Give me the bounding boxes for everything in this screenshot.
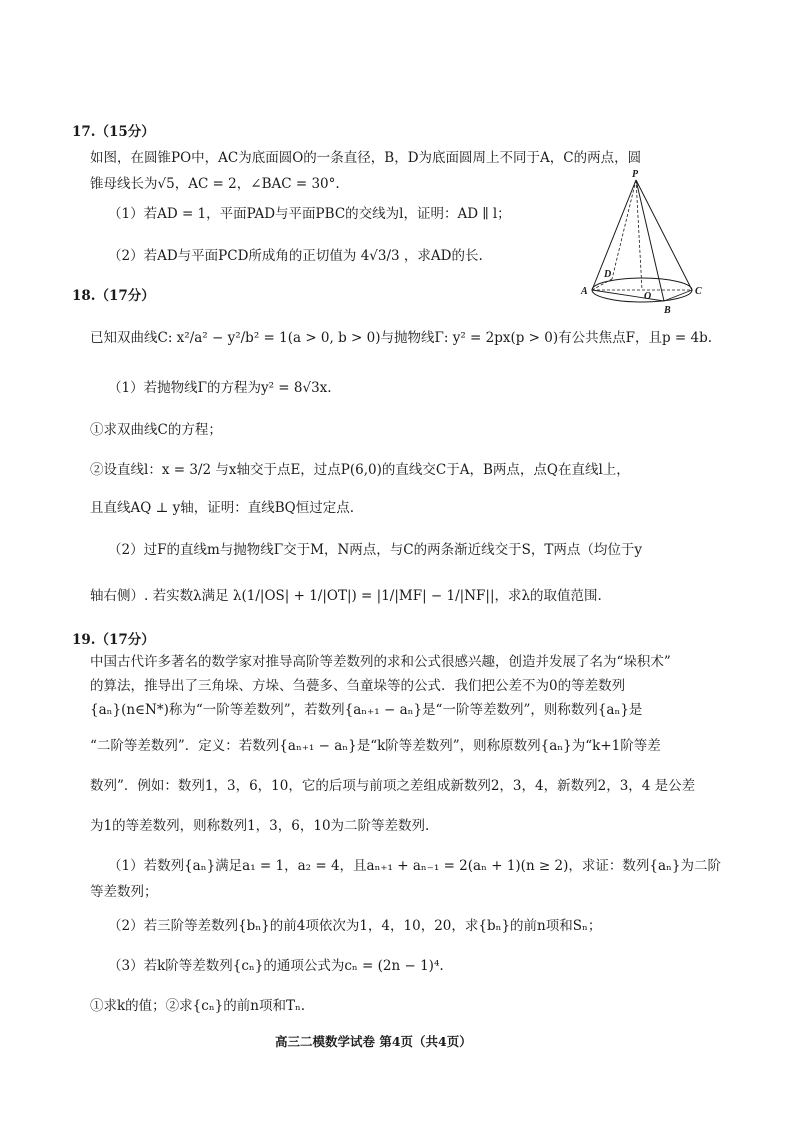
q19-intro-4: “二阶等差数列”．定义：若数列{aₙ₊₁ − aₙ}是“k阶等差数列”，则称原数列{aₙ}为“k+1阶等差 — [90, 738, 661, 754]
cone-edge-pc — [636, 180, 692, 290]
label-p: P — [632, 169, 639, 180]
q18-sub1: ①求双曲线C的方程； — [90, 422, 222, 438]
cone-edge-pb — [636, 180, 664, 301]
cone-edge-pd — [612, 180, 636, 279]
q19-intro-1: 中国古代许多著名的数学家对推导高阶等差数列的求和公式很感兴趣，创造并发展了名为“垛积术” — [90, 654, 671, 670]
q19-header: 19.（17分） — [72, 632, 155, 648]
q18-sub2-line1: ②设直线l：x = 3/2 与x轴交于点E，过点P(6,0)的直线交C于A，B两点，点Q在直线l上， — [90, 462, 630, 478]
q19-part3-sub: ①求k的值；②求{cₙ}的前n项和Tₙ. — [90, 998, 306, 1014]
q17-part1: （1）若AD = 1，平面PAD与平面PBC的交线为l，证明：AD ∥ l； — [108, 206, 511, 222]
q18-part2-line1: （2）过F的直线m与抛物线Γ交于M，N两点，与C的两条渐近线交于S，T两点（均位于y — [108, 542, 642, 558]
q17-header: 17.（15分） — [72, 124, 155, 140]
q18-header: 18.（17分） — [72, 288, 155, 304]
q19-part1-line2: 等差数列； — [90, 884, 158, 900]
label-a: A — [581, 286, 588, 297]
q19-intro-5: 数列”．例如：数列1，3，6，10，它的后项与前项之差组成新数列2，3，4，新数列2，3，4 是公差 — [90, 778, 696, 794]
label-d: D — [604, 269, 612, 280]
q18-stem: 已知双曲线C: x²/a² − y²/b² = 1(a > 0, b > 0)与抛物线Γ: y² = 2px(p > 0)有公共焦点F，且p = 4b. — [90, 330, 713, 346]
q18-part2-line2: 轴右侧）. 若实数λ满足 λ(1/|OS| + 1/|OT|) = |1/|MF| − 1/|NF||，求λ的取值范围. — [90, 588, 602, 604]
q18-part1: （1）若抛物线Γ的方程为y² = 8√3x. — [108, 380, 332, 396]
label-o: O — [644, 291, 652, 302]
cone-edge-pa — [592, 180, 636, 290]
cone-figure — [578, 166, 708, 316]
cone-chord-bc — [664, 290, 692, 301]
q19-intro-6: 为1的等差数列，则称数列1，3，6，10为二阶等差数列. — [90, 818, 430, 834]
page-footer: 高三二模数学试卷 第4页（共4页） — [275, 1034, 472, 1049]
q19-part2: （2）若三阶等差数列{bₙ}的前4项依次为1，4，10，20，求{bₙ}的前n项和Sₙ； — [108, 918, 602, 934]
q18-sub2-line2: 且直线AQ ⊥ y轴，证明：直线BQ恒过定点. — [90, 500, 355, 516]
q17-stem-line2: 锥母线长为√5，AC = 2，∠BAC = 30°. — [90, 176, 340, 192]
q17-part2: （2）若AD与平面PCD所成角的正切值为 4√3/3 ，求AD的长. — [108, 248, 483, 264]
label-c: C — [695, 286, 702, 297]
q19-intro-3: {aₙ}(n∈N*)称为“一阶等差数列”，若数列{aₙ₊₁ − aₙ}是“一阶等差数列”，则称数列{aₙ}是 — [90, 702, 643, 718]
cone-axis-po — [636, 180, 642, 290]
q17-stem-line1: 如图，在圆锥PO中，AC为底面圆O的一条直径，B，D为底面圆周上不同于A，C的两点，圆 — [90, 150, 642, 166]
q19-part1-line1: （1）若数列{aₙ}满足a₁ = 1，a₂ = 4，且aₙ₊₁ + aₙ₋₁ = 2(aₙ + 1)(n ≥ 2)，求证：数列{aₙ}为二阶 — [108, 858, 721, 874]
q19-part3: （3）若k阶等差数列{cₙ}的通项公式为cₙ = (2n − 1)⁴. — [108, 958, 444, 974]
q19-intro-2: 的算法，推导出了三角垛、方垛、刍甍多、刍童垛等的公式．我们把公差不为0的等差数列 — [90, 678, 626, 694]
label-b: B — [664, 305, 671, 316]
cone-chord-ab — [592, 290, 664, 301]
